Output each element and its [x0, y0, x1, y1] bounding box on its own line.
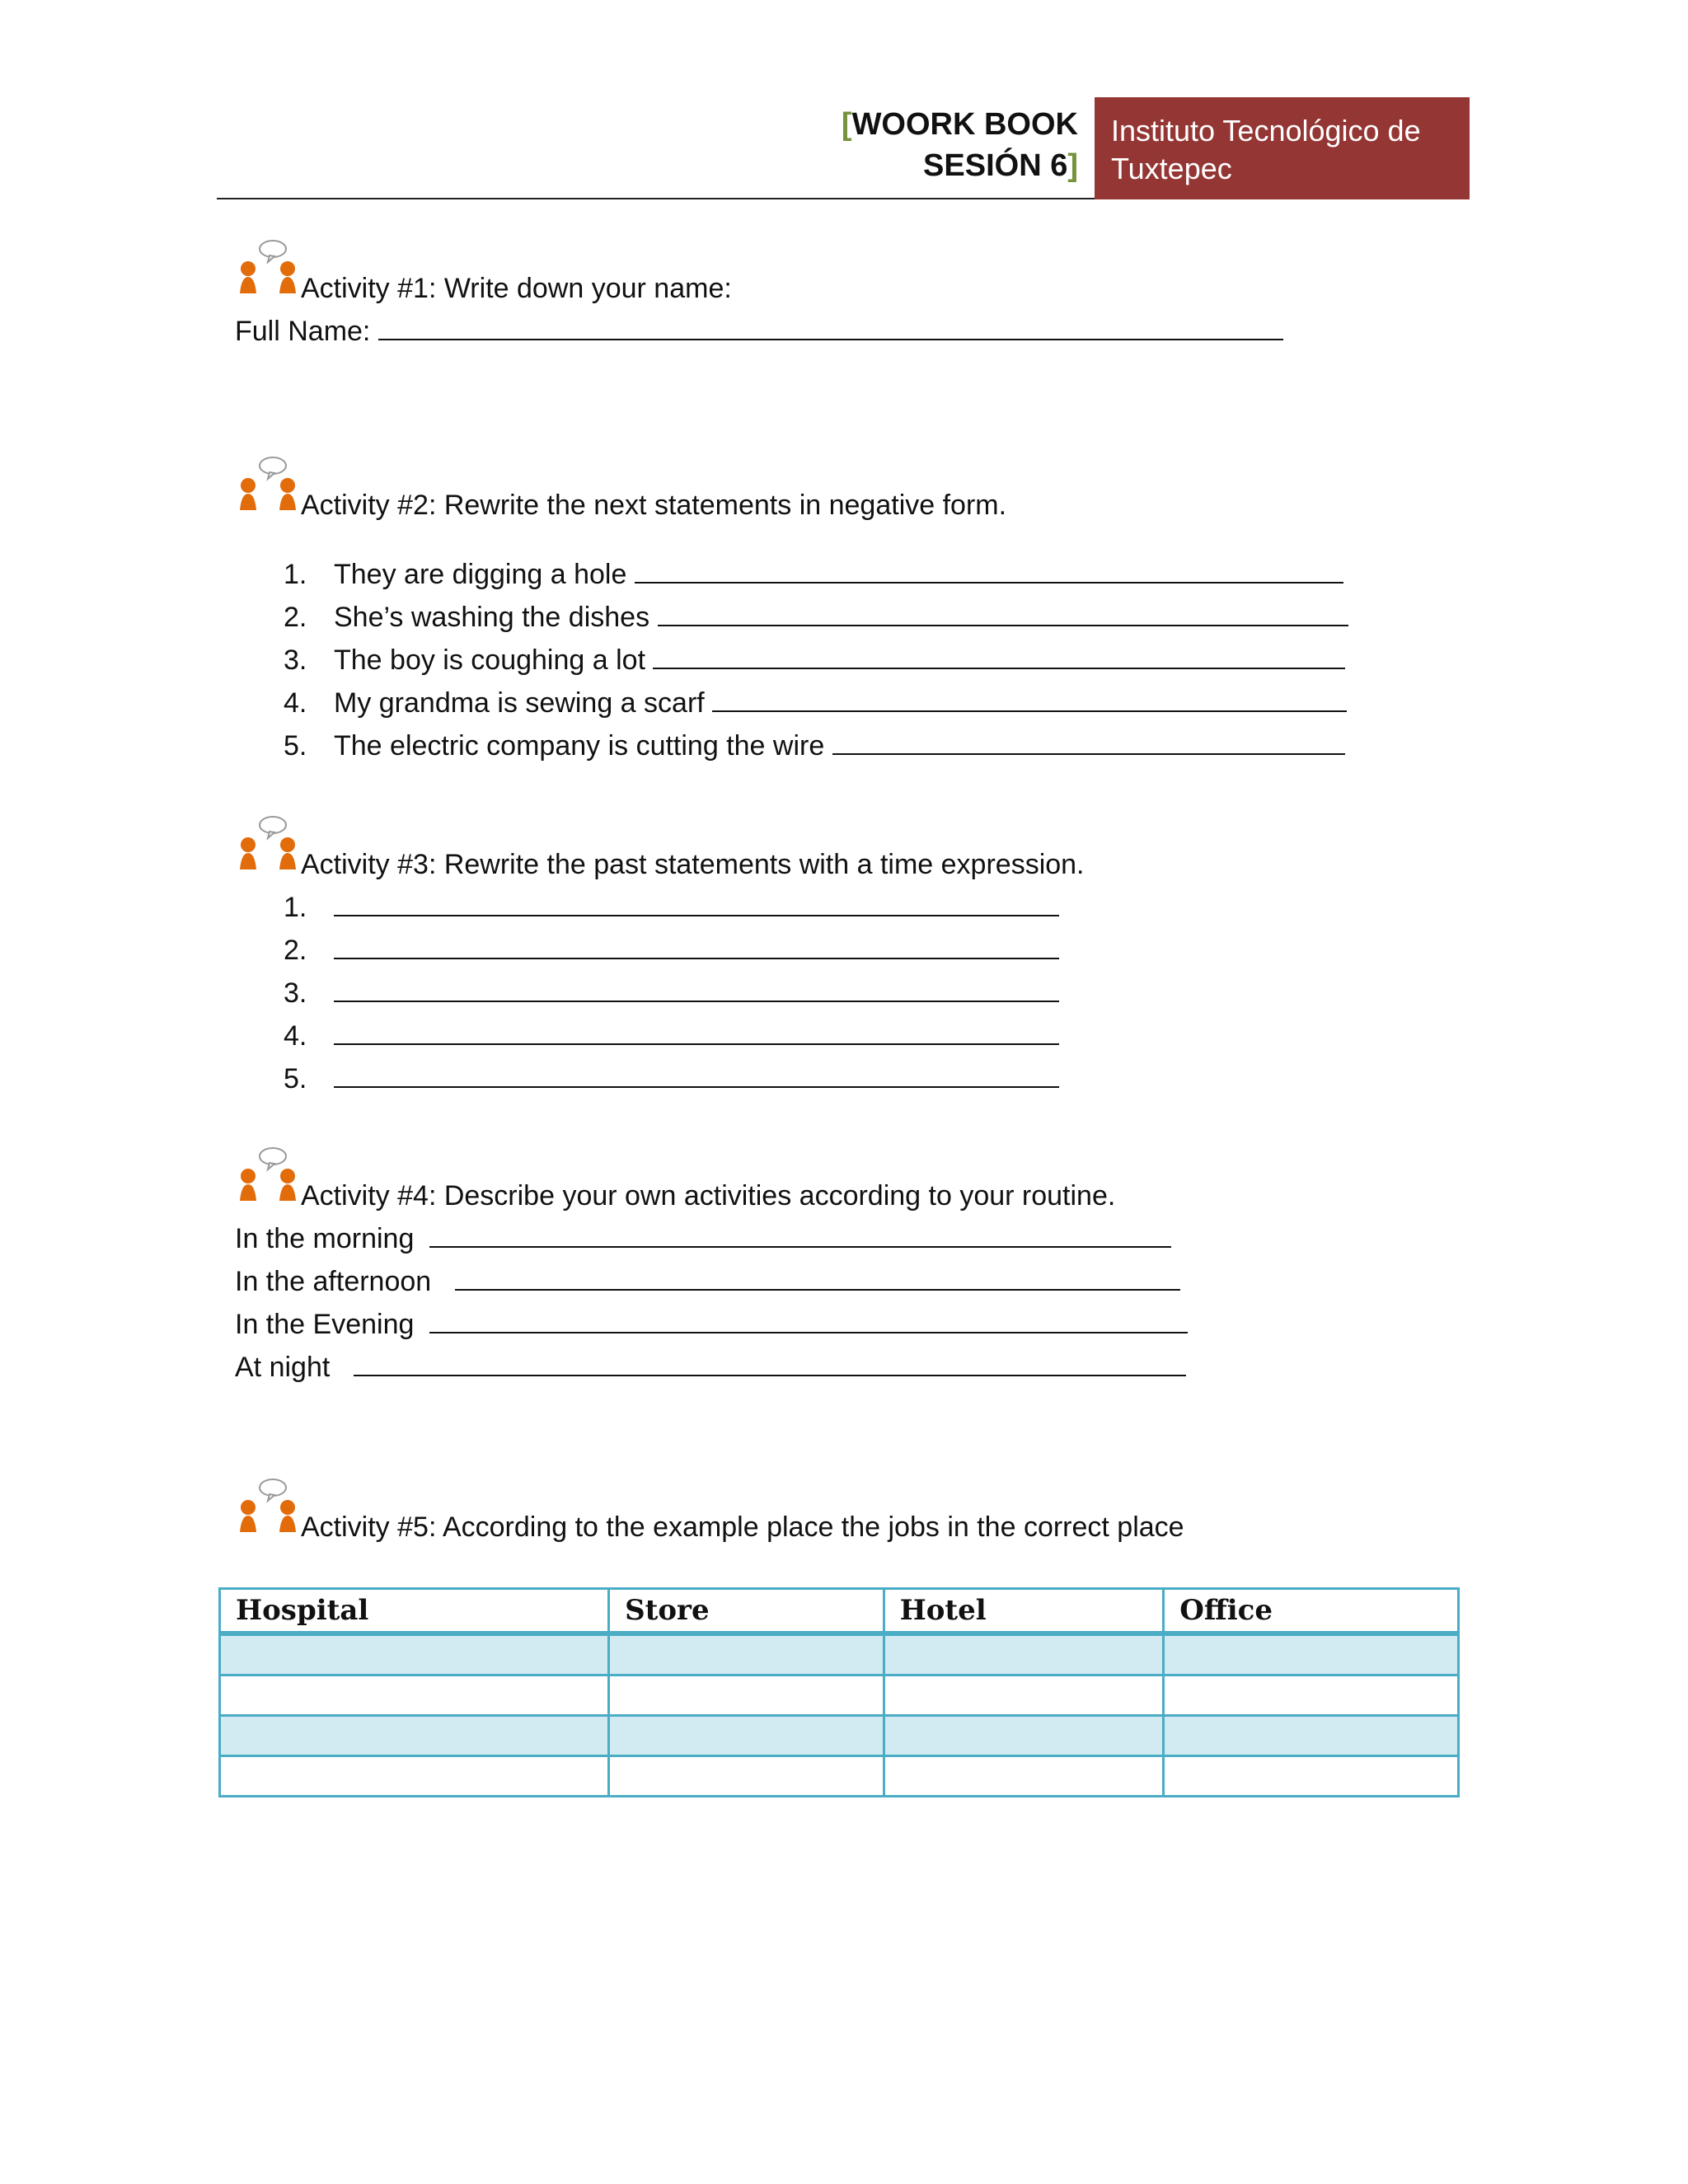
table-cell[interactable] — [220, 1756, 609, 1797]
answer-blank[interactable] — [334, 933, 1059, 959]
bracket-open: [ — [841, 107, 852, 142]
statement-text: She’s washing the dishes — [334, 602, 650, 633]
table-header-row — [220, 1589, 1459, 1634]
answer-blank[interactable] — [653, 643, 1345, 669]
table-cell[interactable] — [609, 1675, 884, 1716]
list-number: 4. — [284, 687, 307, 719]
table-cell[interactable] — [884, 1633, 1164, 1675]
list-number: 2. — [284, 602, 307, 633]
statement-item — [334, 599, 1348, 635]
statement-item — [334, 685, 1347, 721]
table-cell[interactable] — [1164, 1633, 1459, 1675]
table-cell[interactable] — [1164, 1756, 1459, 1797]
answer-line — [334, 889, 1059, 926]
answer-line — [334, 1018, 1059, 1054]
table-row — [220, 1633, 1459, 1675]
answer-blank[interactable] — [429, 1307, 1188, 1333]
full-name-label: Full Name: — [235, 316, 371, 347]
people-talking-icon — [233, 454, 302, 512]
table-cell[interactable] — [1164, 1716, 1459, 1756]
answer-line — [334, 1061, 1059, 1097]
activity2-title: Activity #2: Rewrite the next statements in negative form. — [301, 490, 1007, 521]
column-header-hotel: Hotel — [884, 1589, 1164, 1634]
list-number: 3. — [284, 977, 307, 1009]
statement-item — [334, 642, 1345, 678]
table-cell[interactable] — [609, 1716, 884, 1756]
list-number: 3. — [284, 644, 307, 676]
people-talking-icon — [233, 813, 302, 871]
routine-label: In the afternoon — [235, 1266, 432, 1297]
answer-line — [334, 975, 1059, 1011]
people-talking-icon — [233, 237, 302, 295]
jobs-table — [218, 1587, 1460, 1797]
list-number: 5. — [284, 1063, 307, 1094]
answer-blank[interactable] — [832, 729, 1345, 755]
people-talking-icon — [233, 1145, 302, 1202]
table-cell[interactable] — [220, 1675, 609, 1716]
statement-item — [334, 728, 1345, 764]
table-row — [220, 1675, 1459, 1716]
routine-row — [235, 1263, 1180, 1300]
answer-blank[interactable] — [334, 976, 1059, 1002]
list-number: 2. — [284, 935, 307, 966]
full-name-row — [235, 313, 1283, 349]
statement-text: The boy is coughing a lot — [334, 644, 646, 676]
column-header-store: Store — [609, 1589, 884, 1634]
people-talking-icon — [233, 1476, 302, 1534]
bracket-close: ] — [1067, 148, 1078, 183]
routine-label: At night — [235, 1352, 331, 1383]
list-number: 4. — [284, 1020, 307, 1052]
statement-text: The electric company is cutting the wire — [334, 730, 825, 762]
routine-label: In the morning — [235, 1223, 415, 1254]
header-divider — [217, 198, 1095, 199]
table-cell[interactable] — [884, 1756, 1164, 1797]
column-header-office: Office — [1164, 1589, 1459, 1634]
routine-row — [235, 1306, 1188, 1343]
answer-blank[interactable] — [635, 557, 1343, 583]
answer-blank[interactable] — [354, 1350, 1186, 1376]
answer-blank[interactable] — [658, 600, 1348, 626]
workbook-title-line1: WOORK BOOK — [851, 107, 1078, 142]
institution-box: Instituto Tecnológico de Tuxtepec — [1095, 97, 1470, 199]
table-cell[interactable] — [884, 1675, 1164, 1716]
answer-blank[interactable] — [455, 1264, 1180, 1291]
statement-text: My grandma is sewing a scarf — [334, 687, 705, 719]
answer-blank[interactable] — [712, 686, 1347, 712]
statement-text: They are digging a hole — [334, 559, 627, 590]
answer-blank[interactable] — [334, 1062, 1059, 1088]
activity5-title: Activity #5: According to the example place the jobs in the correct place — [301, 1511, 1184, 1543]
statement-item — [334, 556, 1343, 593]
full-name-blank[interactable] — [378, 314, 1283, 340]
table-row — [220, 1716, 1459, 1756]
answer-blank[interactable] — [429, 1221, 1171, 1248]
column-header-hospital: Hospital — [220, 1589, 609, 1634]
routine-row — [235, 1349, 1186, 1385]
activity3-title: Activity #3: Rewrite the past statements with a time expression. — [301, 849, 1085, 880]
table-row — [220, 1756, 1459, 1797]
list-number: 5. — [284, 730, 307, 762]
workbook-title — [742, 104, 1078, 186]
answer-blank[interactable] — [334, 890, 1059, 916]
workbook-title-line2: SESIÓN 6 — [923, 148, 1068, 183]
list-number: 1. — [284, 892, 307, 923]
table-cell[interactable] — [220, 1633, 609, 1675]
table-cell[interactable] — [609, 1756, 884, 1797]
routine-row — [235, 1221, 1171, 1257]
routine-label: In the Evening — [235, 1309, 415, 1340]
table-cell[interactable] — [220, 1716, 609, 1756]
table-cell[interactable] — [609, 1633, 884, 1675]
activity4-title: Activity #4: Describe your own activities according to your routine. — [301, 1180, 1116, 1212]
list-number: 1. — [284, 559, 307, 590]
table-cell[interactable] — [1164, 1675, 1459, 1716]
table-cell[interactable] — [884, 1716, 1164, 1756]
answer-blank[interactable] — [334, 1019, 1059, 1045]
answer-line — [334, 932, 1059, 968]
activity1-title: Activity #1: Write down your name: — [301, 273, 732, 304]
